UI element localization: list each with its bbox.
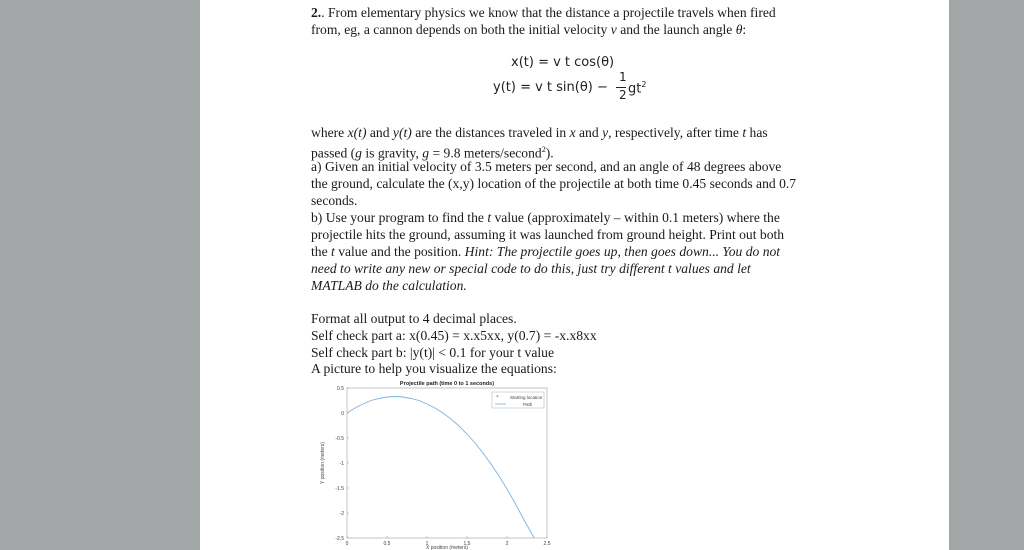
part-b-line2: projectile hits the ground, assuming it was launched from ground height. Print out both xyxy=(311,227,785,242)
y-tick-label: 0.5 xyxy=(337,385,344,392)
legend-marker-start: * xyxy=(496,395,499,401)
y-tick-label: -2 xyxy=(339,510,344,517)
x-tick-label: 0.5 xyxy=(383,541,391,547)
part-a-line3: seconds. xyxy=(311,193,358,208)
format-line4: A picture to help you visualize the equations: xyxy=(311,361,557,376)
chart-title: Projectile path (time 0 to 1 seconds) xyxy=(399,381,495,387)
y-tick-label: -1.5 xyxy=(335,485,344,492)
part-b-line4: need to write any new or special code to do this, just try different t values and let xyxy=(311,261,751,276)
legend xyxy=(492,392,544,408)
part-a-line2: the ground, calculate the (x,y) location of the projectile at both time 0.45 seconds and 0.7 xyxy=(311,176,797,191)
format-line3: Self check part b: |y(t)| < 0.1 for your t value xyxy=(311,345,554,360)
problem-number: 2. xyxy=(311,5,322,20)
x-tick-label: 1 xyxy=(425,541,429,547)
part-b-line5: MATLAB do the calculation. xyxy=(311,278,467,293)
equation-y-fraction-numerator: 1 xyxy=(619,70,627,84)
where-line2: passed (g is gravity, g = 9.8 meters/second$^2$). xyxy=(311,145,554,161)
x-tick-label: 2.5 xyxy=(543,541,551,547)
y-tick-label: -2.5 xyxy=(335,535,344,542)
legend-entry-path: Path xyxy=(523,402,533,407)
equation-y-tail: $gt^2$ xyxy=(628,80,647,97)
problem-intro-line1: 2.. From elementary physics we know that the distance a projectile travels when fired xyxy=(311,5,776,20)
y-tick-label: -0.5 xyxy=(335,435,344,442)
problem-intro-line2: from, eg, a cannon depends on both the initial velocity v and the launch angle θ: xyxy=(311,22,747,37)
format-line2: Self check part a: x(0.45) = x.x5xx, y(0.7) = -x.x8xx xyxy=(311,328,597,343)
format-line1: Format all output to 4 decimal places. xyxy=(311,311,517,326)
equation-y: y(t) = v t sin(θ) − xyxy=(493,80,608,95)
part-b-line3: the t value and the position. Hint: The projectile goes up, then goes down... You do not xyxy=(311,244,781,259)
x-tick-label: 0 xyxy=(345,541,349,547)
equation-y-fraction-denominator: 2 xyxy=(619,88,627,102)
y-tick-label: 0 xyxy=(341,410,344,417)
part-b-line1: b) Use your program to find the t value (approximately – within 0.1 meters) where the xyxy=(311,210,780,225)
x-tick-label: 1.5 xyxy=(463,541,471,547)
where-line1: where x(t) and y(t) are the distances traveled in x and y, respectively, after time t has xyxy=(311,125,768,140)
projectile-chart xyxy=(312,378,558,550)
y-axis-label: Y position (meters) xyxy=(320,442,326,484)
y-tick-label: -1 xyxy=(339,460,344,467)
plot-area xyxy=(347,388,547,538)
legend-entry-start: Starting location xyxy=(510,395,543,400)
equation-x: x(t) = v t cos(θ) xyxy=(511,55,615,70)
part-a-line1: a) Given an initial velocity of 3.5 meters per second, and an angle of 48 degrees above xyxy=(311,159,782,174)
x-axis-label: X position (meters) xyxy=(426,545,468,550)
x-tick-label: 2 xyxy=(505,541,509,547)
chart-svg xyxy=(312,378,558,550)
